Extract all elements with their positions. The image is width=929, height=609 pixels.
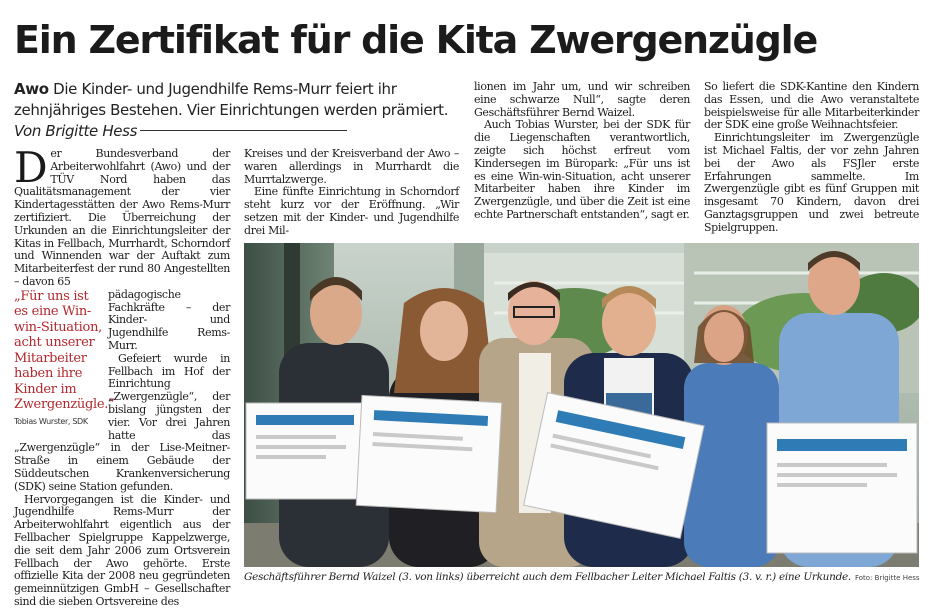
teaser-divider — [140, 130, 347, 131]
paragraph: Eine fünfte Einrichtung in Schorndorf steht kurz vor der Eröffnung. „Wir setzen mit der Kinder- und Jugendhilfe drei Mil- — [244, 185, 459, 237]
article-headline: Ein Zertifikat für die Kita Zwergenzügle — [14, 18, 818, 62]
paragraph: So liefert die SDK-Kantine den Kindern das Essen, und die Awo veranstaltete beispielsweise für alle Mitarbeiterkinder der SDK eine große Weihnachtsfeier. — [704, 80, 919, 132]
paragraph: Einrichtungsleiter im Zwergenzügle ist Michael Faltis, der vor zehn Jahren bei der Awo als FSJler erste Erfahrungen sammelte. Im Zwergenzügle gibt es fünf Gruppen mit insgesamt 70 Kindern, davon drei Ganztagsgruppen und zwei betreute Spielgruppen. — [704, 131, 919, 234]
drop-cap: D — [14, 143, 48, 192]
article-teaser — [14, 79, 460, 142]
certificate — [767, 423, 917, 553]
certificate — [246, 403, 364, 499]
text-column-3 — [474, 81, 690, 222]
teaser-kicker: Awo — [14, 80, 49, 98]
paragraph: Hervorgegangen ist die Kinder- und Jugendhilfe Rems-Murr der Arbeiterwohlfahrt eigentlich aus der Fellbacher Spielgruppe Kappelzwerge, die seit dem Jahr 2006 zum Ortsverein Fellbach der Awo gehörte. Erste offizielle Kita der 2008 neu gegründeten gemeinnützigen GmbH – Gesellschafter sind die sieben Ortsvereine des — [14, 492, 230, 608]
paragraph: lionen im Jahr um, und wir schreiben eine schwarze Null“, sagte deren Geschäftsführer Bernd Waizel. — [474, 80, 690, 119]
group-photo-illustration — [244, 243, 919, 567]
photo-caption: Geschäftsführer Bernd Waizel (3. von links) überreicht auch dem Fellbacher Leiter Michael Faltis (3. v. r.) eine Urkunde. — [244, 571, 851, 583]
paragraph: Kreises und der Kreisverband der Awo – waren allerdings in Murrhardt die Murrtalzwerge. — [244, 147, 459, 186]
pull-quote-text: „Für uns ist es eine Win-win-Situation, acht unserer Mitarbeiter haben ihre Kinder im Zwergenzügle.“ — [14, 288, 115, 413]
photo-credit: Foto: Brigitte Hess — [855, 574, 920, 582]
text-column-4 — [704, 81, 919, 235]
paragraph — [14, 143, 230, 289]
paragraph: Auch Tobias Wurster, bei der SDK für die Liegenschaften verantwortlich, zeigte sich höchst erfreut vom Kindersegen im Büropark: „Für uns ist es eine Win-win-Situation, acht unserer Mitarbeiter haben ihre Kinder im Zwergenzügle, und über die Zeit ist eine echte Partnerschaft entstanden“, sagt er. — [474, 118, 690, 221]
teaser-text: Die Kinder- und Jugendhilfe Rems-Murr feiert ihr zehnjähriges Bestehen. Vier Einrichtungen werden prämiert. — [14, 80, 449, 119]
paragraph: Gefeiert wurde in Fellbach im Hof der Einrichtung „Zwergenzügle“, der bislang jüngsten der vier. Vor drei Jahren hatte das „Zwergenzügle“ in der Lise-Meitner-Straße in einem Gebäude der Süddeutschen Krankenversicherung (SDK) seine Station gefunden. — [14, 351, 230, 493]
paragraph: pädagogische Fachkräfte – der Kinder- und Jugendhilfe Rems-Murr. — [108, 287, 230, 352]
paragraph-text: er Bundesverband der Arbeiterwohlfahrt (Awo) und der TÜV Nord haben das Qualitätsmanagement der vier Kindertagesstätten der Awo Rems-Murr zertifiziert. Die Überreichung der Urkunden an die Einrichtungsleiter der Kitas in Fellbach, Murrhardt, Schorndorf und Winnenden war der Auftakt zum Mitarbeiterfest der rund 80 Angestellten – davon 65 — [14, 147, 230, 288]
byline: Von Brigitte Hess — [14, 122, 138, 140]
certificate — [356, 395, 502, 512]
pull-quote — [14, 288, 115, 427]
pull-quote-author: Tobias Wurster, SDK — [14, 416, 88, 426]
text-column-1 — [14, 143, 230, 609]
article-photo — [244, 243, 919, 567]
text-column-2 — [244, 148, 459, 238]
